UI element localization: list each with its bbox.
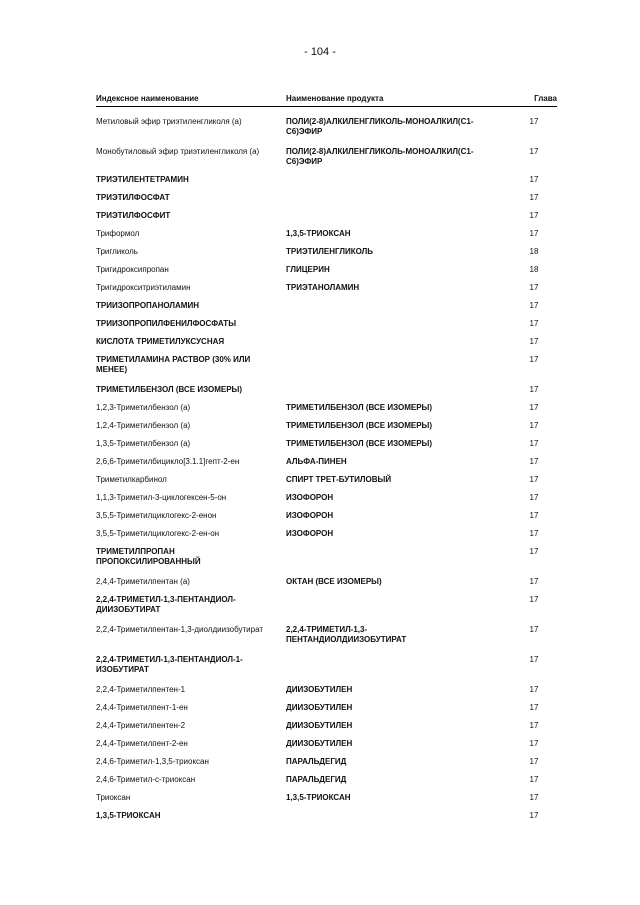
product-name-cell: ДИИЗОБУТИЛЕН — [286, 739, 353, 748]
header-chapter: Глава — [534, 94, 557, 103]
index-name-cell: 3,5,5-Триметилциклогекс-2-енон — [96, 511, 217, 520]
index-name-cell: Метиловый эфир триэтиленгликоля (а) — [96, 117, 242, 126]
index-name-cell: Тригликоль — [96, 247, 138, 256]
chapter-cell: 18 — [529, 247, 539, 256]
index-name-cell: 2,4,6-Триметил-1,3,5-триоксан — [96, 757, 209, 766]
index-name-cell: Монобутиловый эфир триэтиленгликоля (а) — [96, 147, 260, 156]
chapter-cell: 17 — [529, 703, 539, 712]
product-name-cell: ИЗОФОРОН — [286, 511, 334, 520]
product-name-cell: 1,3,5-ТРИОКСАН — [286, 793, 351, 802]
index-name-cell: КИСЛОТА ТРИМЕТИЛУКСУСНАЯ — [96, 337, 225, 346]
index-name-cell: 2,4,4-Триметилпентен-2 — [96, 721, 186, 730]
index-name-cell: 2,4,6-Триметил-с-триоксан — [96, 775, 196, 784]
chapter-cell: 17 — [529, 685, 539, 694]
product-name-cell: ПАРАЛЬДЕГИД — [286, 757, 347, 766]
chapter-cell: 17 — [529, 757, 539, 766]
index-name-cell: 1,3,5-ТРИОКСАН — [96, 811, 161, 820]
product-name-cell: ПОЛИ(2-8)АЛКИЛЕНГЛИКОЛЬ-МОНОАЛКИЛ(C1-C6)ЭФИР — [286, 147, 474, 166]
index-name-cell: 1,3,5-Триметилбензол (а) — [96, 439, 191, 448]
chapter-cell: 17 — [529, 211, 539, 220]
index-name-cell: ТРИМЕТИЛБЕНЗОЛ (ВСЕ ИЗОМЕРЫ) — [96, 385, 243, 394]
index-name-cell: Тригидроксипропан — [96, 265, 169, 274]
product-name-cell: 2,2,4-ТРИМЕТИЛ-1,3-ПЕНТАНДИОЛДИИЗОБУТИРАТ — [286, 625, 407, 644]
index-name-cell: ТРИМЕТИЛПРОПАН ПРОПОКСИЛИРОВАННЫЙ — [96, 547, 201, 566]
index-name-cell: Тригидрокситриэтиламин — [96, 283, 191, 292]
chapter-cell: 17 — [529, 319, 539, 328]
product-name-cell: ИЗОФОРОН — [286, 493, 334, 502]
index-name-cell: 1,2,4-Триметилбензол (а) — [96, 421, 191, 430]
header-index-name: Индексное наименование — [96, 94, 199, 103]
index-name-cell: 1,2,3-Триметилбензол (а) — [96, 403, 191, 412]
product-name-cell: СПИРТ ТРЕТ-БУТИЛОВЫЙ — [286, 475, 392, 484]
product-name-cell: АЛЬФА-ПИНЕН — [286, 457, 347, 466]
index-name-cell: 2,4,4-Триметилпентан (а) — [96, 577, 190, 586]
chapter-cell: 17 — [529, 421, 539, 430]
product-name-cell: ТРИЭТАНОЛАМИН — [286, 283, 360, 292]
product-name-cell: ДИИЗОБУТИЛЕН — [286, 703, 353, 712]
chapter-cell: 17 — [529, 337, 539, 346]
index-name-cell: 2,2,4-ТРИМЕТИЛ-1,3-ПЕНТАНДИОЛ-ДИИЗОБУТИРАТ — [96, 595, 236, 614]
chapter-cell: 17 — [529, 547, 539, 556]
product-name-cell: ГЛИЦЕРИН — [286, 265, 330, 274]
index-name-cell: 2,2,4-Триметилпентен-1 — [96, 685, 186, 694]
index-name-cell: Триоксан — [96, 793, 131, 802]
chapter-cell: 17 — [529, 283, 539, 292]
chapter-cell: 17 — [529, 793, 539, 802]
table-header — [96, 94, 557, 107]
chapter-cell: 17 — [529, 147, 539, 156]
index-name-cell: ТРИМЕТИЛАМИНА РАСТВОР (30% ИЛИ МЕНЕЕ) — [96, 355, 251, 374]
chapter-cell: 17 — [529, 301, 539, 310]
index-name-cell: Триметилкарбинол — [96, 475, 167, 484]
chapter-cell: 17 — [529, 811, 539, 820]
chapter-cell: 17 — [529, 739, 539, 748]
index-name-cell: ТРИИЗОПРОПИЛФЕНИЛФОСФАТЫ — [96, 319, 237, 328]
index-name-cell: 3,5,5-Триметилциклогекс-2-ен-он — [96, 529, 220, 538]
chapter-cell: 17 — [529, 439, 539, 448]
chapter-cell: 17 — [529, 625, 539, 634]
chapter-cell: 18 — [529, 265, 539, 274]
product-name-cell: ПАРАЛЬДЕГИД — [286, 775, 347, 784]
index-name-cell: ТРИЭТИЛФОСФАТ — [96, 193, 170, 202]
chapter-cell: 17 — [529, 721, 539, 730]
index-name-cell: ТРИЭТИЛФОСФИТ — [96, 211, 171, 220]
product-name-cell: 1,3,5-ТРИОКСАН — [286, 229, 351, 238]
product-name-cell: ТРИЭТИЛЕНГЛИКОЛЬ — [286, 247, 373, 256]
chapter-cell: 17 — [529, 175, 539, 184]
page-number: - 104 - — [304, 46, 336, 58]
index-name-cell: 2,4,4-Триметилпент-1-ен — [96, 703, 188, 712]
index-name-cell: ТРИЭТИЛЕНТЕТРАМИН — [96, 175, 189, 184]
chapter-cell: 17 — [529, 403, 539, 412]
chapter-cell: 17 — [529, 475, 539, 484]
product-name-cell: ТРИМЕТИЛБЕНЗОЛ (ВСЕ ИЗОМЕРЫ) — [286, 439, 433, 448]
chapter-cell: 17 — [529, 655, 539, 664]
index-name-cell: 1,1,3-Триметил-3-циклогексен-5-он — [96, 493, 227, 502]
product-name-cell: ТРИМЕТИЛБЕНЗОЛ (ВСЕ ИЗОМЕРЫ) — [286, 421, 433, 430]
product-name-cell: ДИИЗОБУТИЛЕН — [286, 721, 353, 730]
header-product-name: Наименование продукта — [286, 94, 384, 103]
index-name-cell: Триформол — [96, 229, 140, 238]
product-name-cell: ДИИЗОБУТИЛЕН — [286, 685, 353, 694]
chapter-cell: 17 — [529, 493, 539, 502]
chapter-cell: 17 — [529, 117, 539, 126]
chapter-cell: 17 — [529, 529, 539, 538]
chapter-cell: 17 — [529, 595, 539, 604]
chapter-cell: 17 — [529, 355, 539, 364]
index-name-cell: 2,2,4-ТРИМЕТИЛ-1,3-ПЕНТАНДИОЛ-1-ИЗОБУТИРАТ — [96, 655, 243, 674]
chapter-cell: 17 — [529, 229, 539, 238]
chapter-cell: 17 — [529, 193, 539, 202]
chapter-cell: 17 — [529, 775, 539, 784]
chapter-cell: 17 — [529, 511, 539, 520]
chapter-cell: 17 — [529, 385, 539, 394]
product-name-cell: ОКТАН (ВСЕ ИЗОМЕРЫ) — [286, 577, 382, 586]
index-name-cell: 2,6,6-Триметилбицикло[3.1.1]гепт-2-ен — [96, 457, 240, 466]
product-name-cell: ПОЛИ(2-8)АЛКИЛЕНГЛИКОЛЬ-МОНОАЛКИЛ(C1-C6)ЭФИР — [286, 117, 474, 136]
index-name-cell: 2,2,4-Триметилпентан-1,3-диолдиизобутират — [96, 625, 264, 634]
product-name-cell: ТРИМЕТИЛБЕНЗОЛ (ВСЕ ИЗОМЕРЫ) — [286, 403, 433, 412]
index-name-cell: ТРИИЗОПРОПАНОЛАМИН — [96, 301, 199, 310]
chapter-cell: 17 — [529, 577, 539, 586]
product-name-cell: ИЗОФОРОН — [286, 529, 334, 538]
chapter-cell: 17 — [529, 457, 539, 466]
index-name-cell: 2,4,4-Триметилпент-2-ен — [96, 739, 188, 748]
